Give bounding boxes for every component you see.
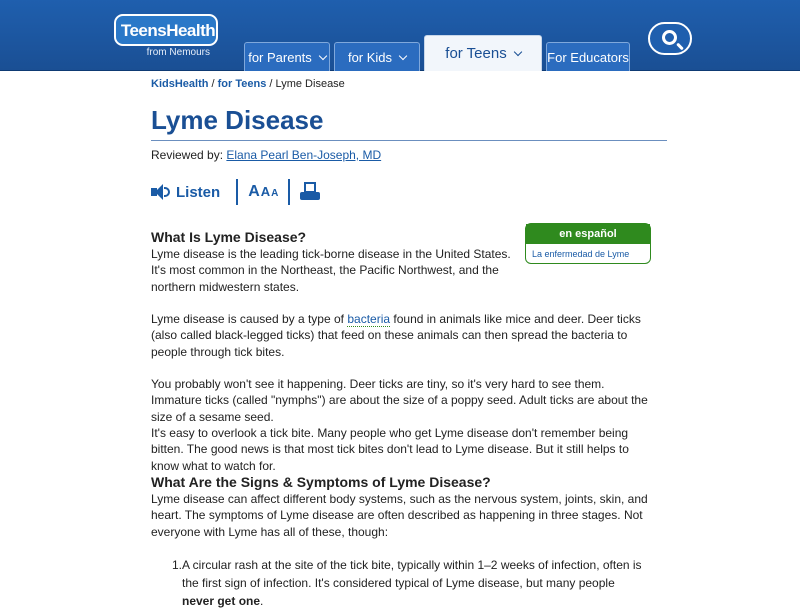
paragraph: Lyme disease can affect different body systems, such as the nervous system, joints, skin, and heart. The symptoms of Lyme disease are often described as happening in three stages. Not everyone with Lyme has all of these, though: [151, 492, 648, 539]
listen-label: Listen [176, 183, 221, 201]
title-divider [151, 140, 667, 141]
paragraph: You probably won't see it happening. Deer ticks are tiny, so it's very hard to see them. Immature ticks (called "nymphs") are about the size of a poppy seed. Adult ticks are about the size of a sesame seed. [151, 377, 648, 424]
paragraph-text: Lyme disease is caused by a type of [151, 312, 348, 326]
breadcrumb-kidshealth-link[interactable]: KidsHealth [151, 78, 209, 90]
list-item [182, 556, 650, 610]
reviewed-label: Reviewed by: [151, 148, 224, 162]
list-text-bold: never get one [182, 594, 261, 608]
chevron-down-icon [319, 51, 327, 59]
tab-label: For Educators [547, 49, 629, 65]
tool-divider [288, 179, 290, 205]
tool-divider [236, 179, 238, 205]
chevron-down-icon [513, 48, 521, 56]
logo-badge [114, 14, 218, 46]
breadcrumb-current: Lyme Disease [275, 78, 345, 90]
paragraph: It's easy to overlook a tick bite. Many people who get Lyme disease don't remember being bitten. The good news is that most tick bites don't lead to Lyme disease. But it still helps to know what to watch for. [151, 426, 629, 473]
site-header [0, 0, 800, 71]
article-tools [151, 178, 320, 206]
chevron-down-icon [399, 51, 407, 59]
font-size-medium: A [260, 184, 271, 199]
paragraph: Lyme disease is the leading tick-borne disease in the United States. It's most common in the Northeast, the Pacific Northwest, and the northern midwestern states. [151, 247, 511, 294]
search-button[interactable] [648, 22, 692, 55]
breadcrumb-for-teens-link[interactable]: for Teens [217, 78, 267, 90]
tab-for-kids[interactable] [334, 42, 420, 71]
reviewer-link[interactable]: Elana Pearl Ben-Joseph, MD [226, 148, 382, 162]
font-size-small: A [271, 188, 279, 199]
tab-for-teens[interactable] [424, 35, 542, 71]
tab-label: for Parents [248, 49, 312, 65]
speaker-icon [151, 184, 171, 200]
paragraph [151, 311, 651, 360]
logo-subtitle: from Nemours [146, 47, 210, 58]
espanol-link[interactable]: La enfermedad de Lyme [532, 249, 630, 259]
espanol-heading: en español [526, 224, 650, 244]
font-size-large: A [248, 183, 260, 200]
glossary-term-link[interactable]: bacteria [347, 312, 391, 326]
paragraph-text: found in animals like mice and deer. Deer ticks (also called black-legged ticks) that feed on these animals can then spread the bacteria to people through tick bites. [151, 312, 641, 359]
section-heading: What Is Lyme Disease? [151, 229, 307, 245]
section-heading: What Are the Signs & Symptoms of Lyme Disease? [151, 474, 491, 490]
teenshealth-logo[interactable] [114, 14, 218, 58]
logo-title: TeensHealth [120, 21, 216, 40]
list-text: A circular rash at the site of the tick bite, typically within 1–2 weeks of infection, often is the first sign of infection. It's considered typical of Lyme disease, but many people [182, 558, 642, 590]
breadcrumb-separator: / [208, 78, 218, 90]
print-icon[interactable] [300, 182, 320, 202]
page-title: Lyme Disease [151, 105, 324, 135]
tab-label: for Kids [347, 49, 393, 65]
listen-button[interactable] [151, 184, 228, 201]
breadcrumb-separator: / [266, 78, 276, 90]
list-number: 1. [172, 558, 183, 572]
search-icon [662, 30, 677, 45]
tab-label: for Teens [445, 45, 507, 62]
tab-for-parents[interactable] [244, 42, 330, 71]
list-text: . [260, 594, 264, 608]
article-content [151, 78, 671, 608]
font-size-button[interactable] [246, 183, 280, 201]
breadcrumb [151, 78, 671, 94]
espanol-box [525, 223, 651, 264]
tab-for-educators[interactable] [546, 42, 630, 71]
reviewed-by [151, 148, 381, 162]
